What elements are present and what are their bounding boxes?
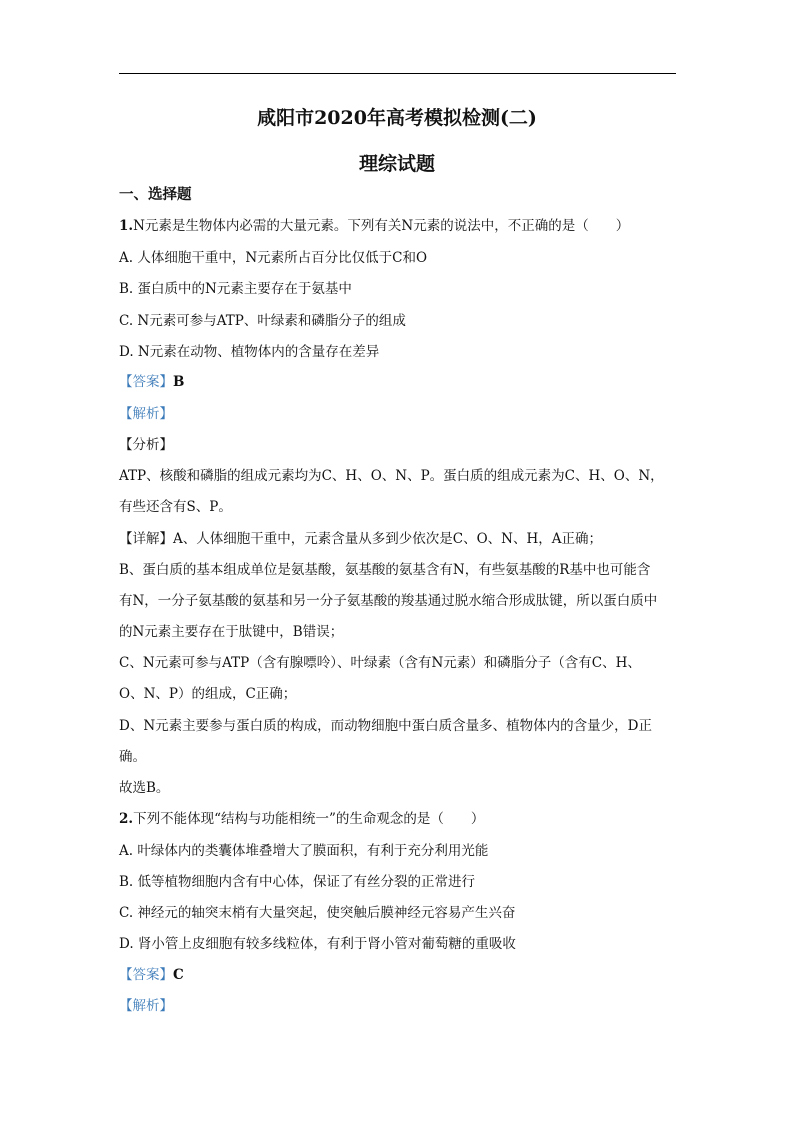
question-text: 下列不能体现“结构与功能相统一”的生命观念的是（ ） [133, 811, 485, 827]
answer-value: C [173, 967, 184, 983]
q1-detail-line: 有N，一分子氨基酸的氨基和另一分子氨基酸的羧基通过脱水缩合形成肽键，所以蛋白质中 [119, 593, 658, 609]
q1-detail-line: C、N元素可参与ATP（含有腺嘌呤）、叶绿素（含有N元素）和磷脂分子（含有C、H、 [119, 655, 641, 671]
q1-fenxi-tag: 【分析】 [119, 437, 173, 453]
question-number: 1. [119, 218, 134, 234]
detail-text: A、人体细胞干重中，元素含量从多到少依次是C、O、N、H，A正确； [173, 531, 602, 547]
q1-option-a: A. 人体细胞干重中，N元素所占百分比仅低于C和O [119, 250, 428, 266]
q1-detail-line: B、蛋白质的基本组成单位是氨基酸，氨基酸的氨基含有N，有些氨基酸的R基中也可能含 [119, 562, 651, 578]
q1-option-c: C. N元素可参与ATP、叶绿素和磷脂分子的组成 [119, 313, 406, 329]
q2-option-b: B. 低等植物细胞内含有中心体，保证了有丝分裂的正常进行 [119, 874, 476, 890]
q1-detail-line: 的N元素主要存在于肽键中，B错误； [119, 624, 344, 640]
q1-jiexi-tag: 【解析】 [119, 406, 173, 422]
q2-option-d: D. 肾小管上皮细胞有较多线粒体，有利于肾小管对葡萄糖的重吸收 [119, 936, 516, 952]
q2-answer [119, 967, 184, 983]
q1-fenxi-line: ATP、核酸和磷脂的组成元素均为C、H、O、N、P。蛋白质的组成元素为C、H、O、N， [119, 468, 664, 484]
q1-option-d: D. N元素在动物、植物体内的含量存在差异 [119, 344, 380, 360]
q1-detail-line: D、N元素主要参与蛋白质的构成，而动物细胞中蛋白质含量多、植物体内的含量少，D正 [119, 718, 652, 734]
q1-detail-line: 故选B。 [119, 780, 170, 796]
q1-option-b: B. 蛋白质中的N元素主要存在于氨基中 [119, 281, 352, 297]
q1-detail-line: 确。 [119, 749, 146, 765]
answer-value: B [173, 374, 185, 390]
question-text: N元素是生物体内必需的大量元素。下列有关N元素的说法中，不正确的是（ ） [133, 218, 630, 234]
xiangjie-tag: 【详解】 [119, 531, 173, 547]
header-rule [119, 73, 676, 74]
q2-option-c: C. 神经元的轴突末梢有大量突起，使突触后膜神经元容易产生兴奋 [119, 905, 516, 921]
q2-jiexi-tag: 【解析】 [119, 998, 173, 1014]
question-1-stem [119, 218, 629, 234]
page-subtitle: 理综试题 [358, 153, 435, 175]
page-title: 咸阳市2020年高考模拟检测(二) [257, 107, 537, 129]
section-heading: 一、选择题 [119, 186, 192, 203]
q1-detail-line [119, 531, 602, 547]
q1-answer [119, 374, 184, 390]
answer-tag: 【答案】 [119, 967, 173, 983]
question-2-stem [119, 811, 484, 827]
answer-tag: 【答案】 [119, 374, 173, 390]
q1-fenxi-line: 有些还含有S、P。 [119, 499, 232, 515]
q2-option-a: A. 叶绿体内的类囊体堆叠增大了膜面积，有利于充分利用光能 [119, 843, 489, 859]
question-number: 2. [119, 811, 134, 827]
q1-detail-line: O、N、P）的组成，C正确； [119, 686, 297, 702]
